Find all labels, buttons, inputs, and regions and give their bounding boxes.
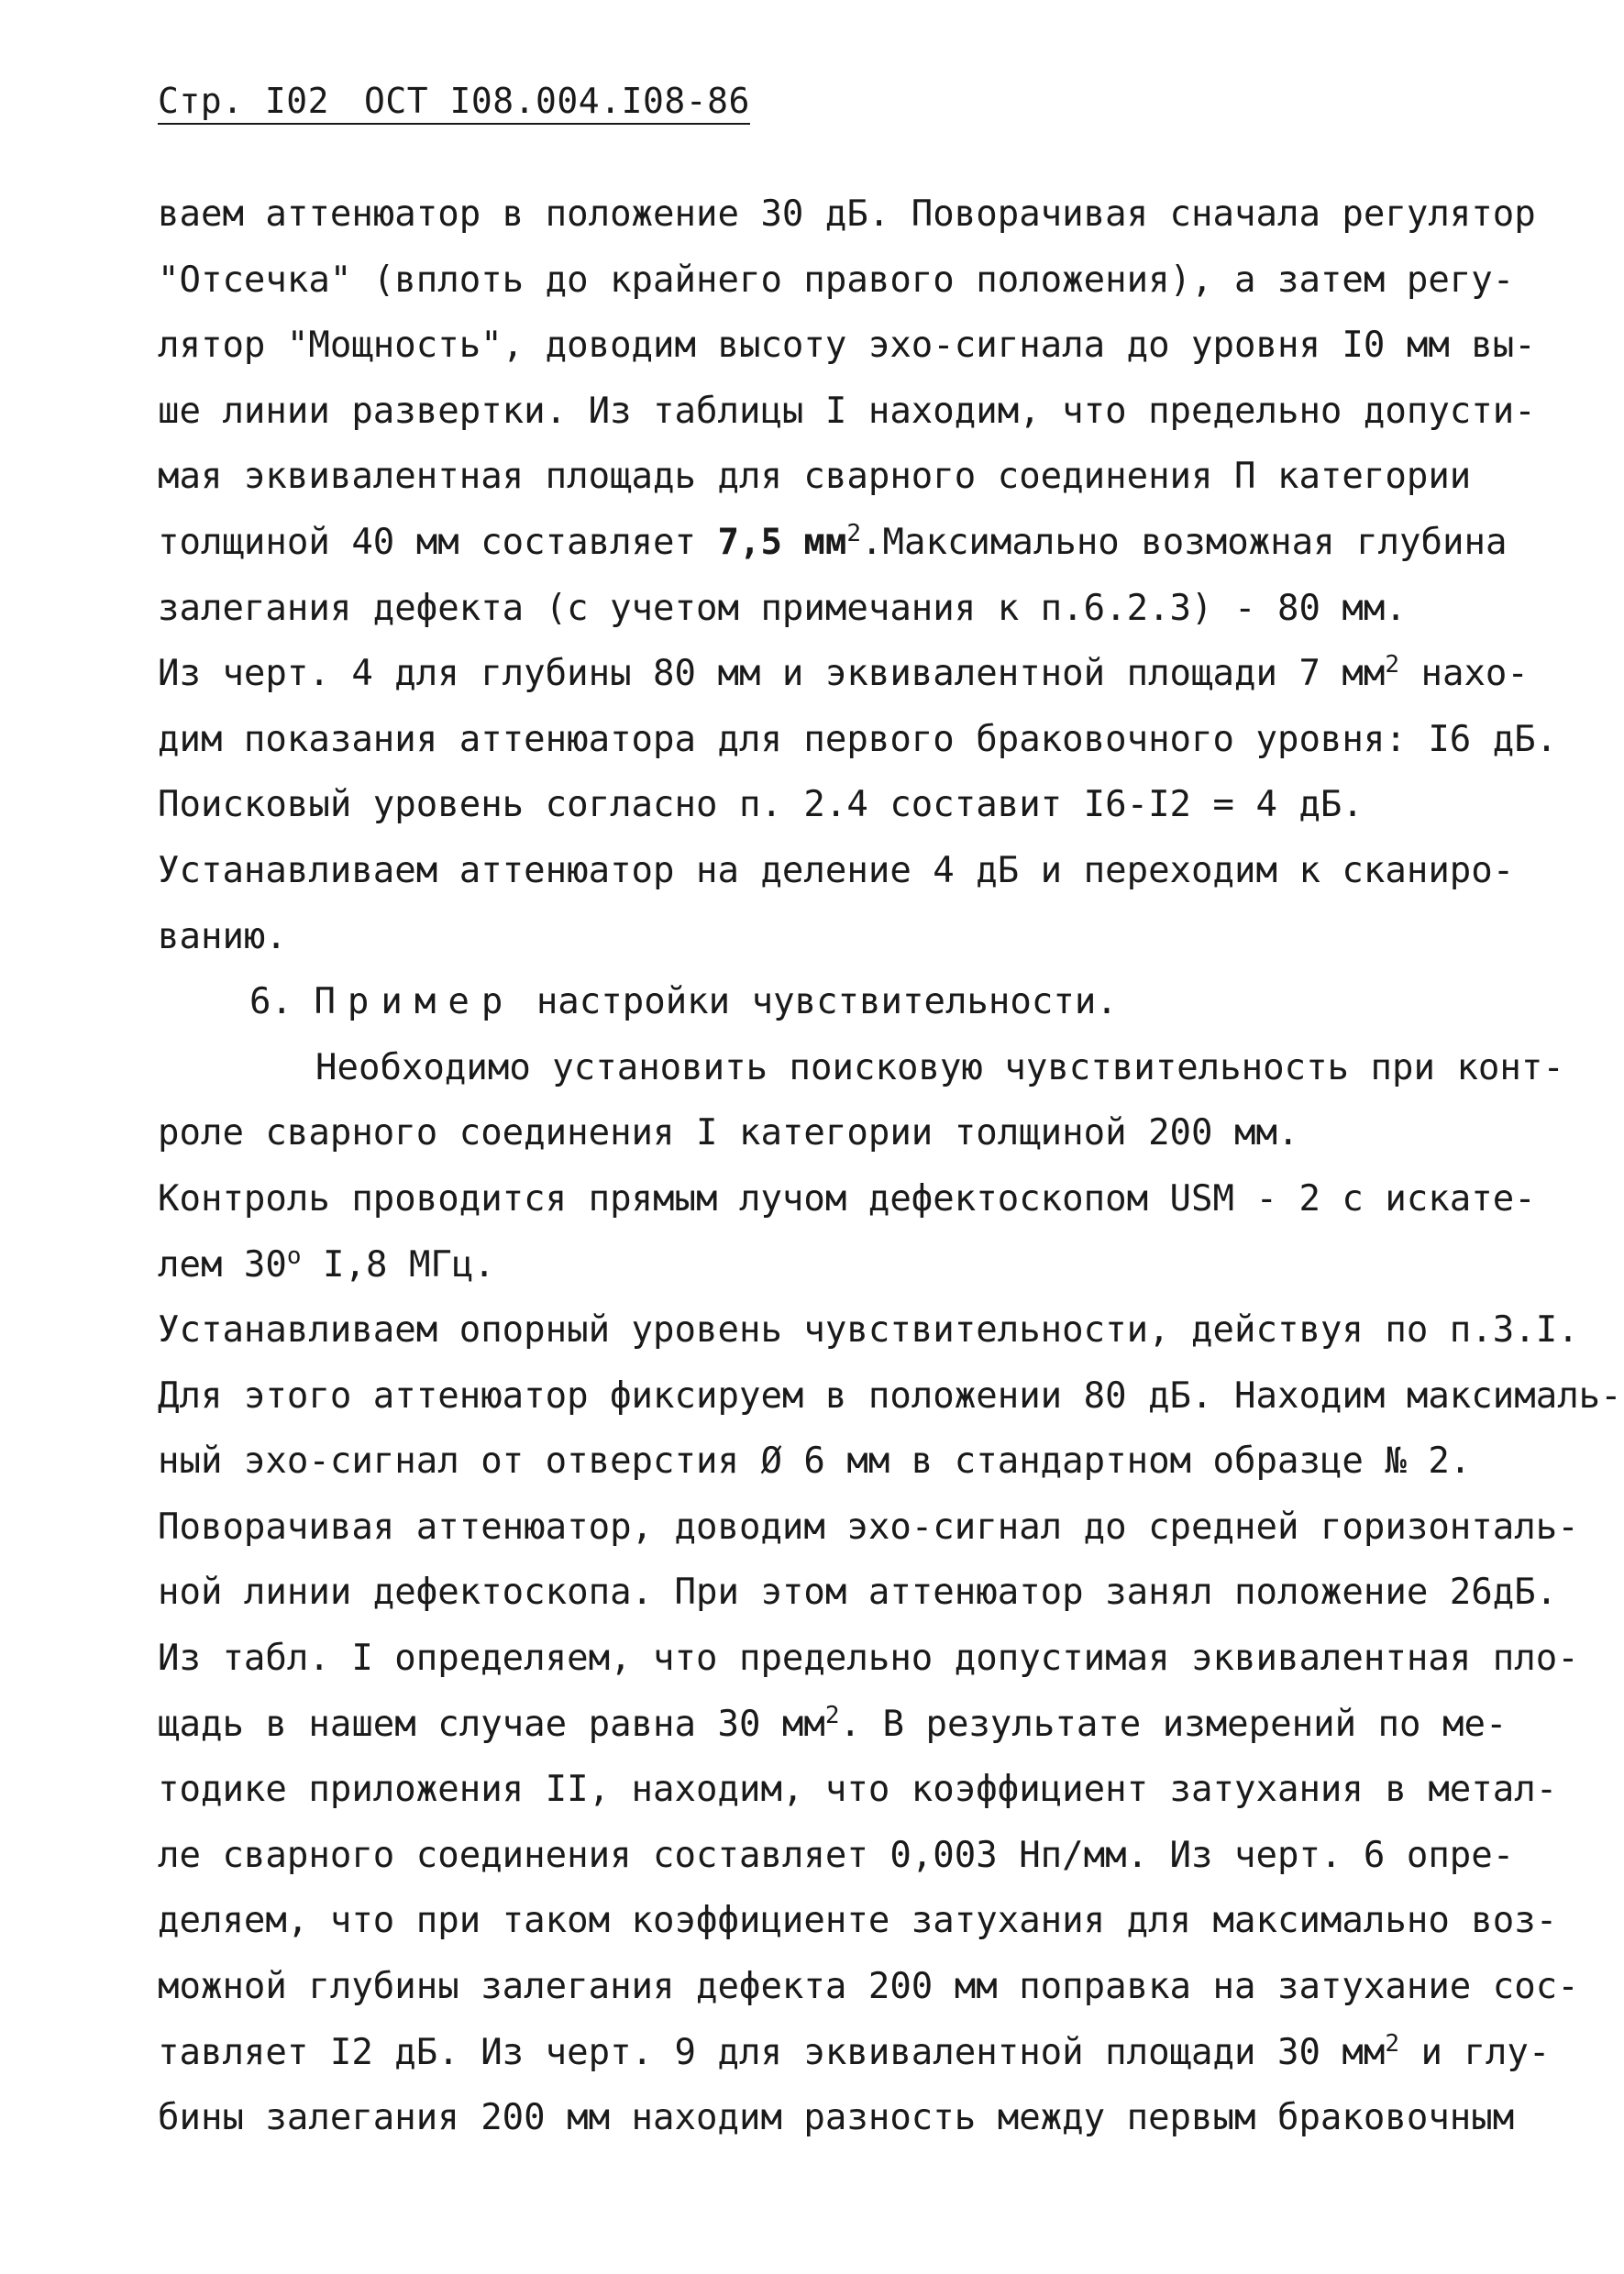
text-line: бины залегания 200 мм находим разность между первым браковочным — [158, 2097, 1515, 2139]
text-line: дим показания аттенюатора для первого браковочного уровня: I6 дБ. — [158, 718, 1558, 760]
text-segment: I,8 МГц. — [301, 1243, 495, 1286]
text-line — [158, 2020, 1551, 2086]
text-line: Поисковый уровень согласно п. 2.4 составит I6-I2 = 4 дБ. — [158, 784, 1364, 826]
page-header — [158, 81, 750, 125]
text-line: Поворачивая аттенюатор, доводим эхо-сигнал до средней горизонталь- — [158, 1506, 1579, 1548]
standard-number: ОСТ I08.004.I08-86 — [364, 81, 750, 121]
text-line: Контроль проводится прямым лучом дефектоскопом USM - 2 с искате- — [158, 1177, 1536, 1220]
text-segment: нахо- — [1399, 653, 1529, 695]
text-line — [158, 1692, 1506, 1758]
text-line: роле сварного соединения I категории толщиной 200 мм. — [158, 1112, 1299, 1154]
superscript: 2 — [1385, 651, 1400, 679]
text-segment: тавляет I2 дБ. Из черт. 9 для эквивалентной площади 30 мм — [158, 2031, 1386, 2073]
page-number: Стр. I02 — [158, 81, 330, 121]
text-line — [158, 1232, 1506, 1298]
text-segment: лем 30 — [158, 1243, 287, 1286]
superscript: 2 — [1385, 2029, 1400, 2058]
text-line: мая эквивалентная площадь для сварного соединения П категории — [158, 456, 1472, 498]
highlighted-value: 7,5 мм — [717, 521, 847, 563]
text-line: ваем аттенюатор в положение 30 дБ. Поворачивая сначала регулятор — [158, 193, 1536, 235]
text-line: ванию. — [158, 915, 287, 957]
text-line — [158, 510, 1506, 576]
section-number: 6. — [249, 981, 315, 1023]
text-segment: толщиной 40 мм составляет — [158, 521, 718, 563]
text-line: ной линии дефектоскопа. При этом аттенюатор занял положение 26дБ. — [158, 1572, 1558, 1614]
spaced-word: Пример — [314, 981, 515, 1023]
superscript: 2 — [824, 1701, 840, 1729]
text-line — [158, 641, 1529, 707]
text-line: залегания дефекта (с учетом примечания к п.6.2.3) - 80 мм. — [158, 587, 1407, 629]
text-line: можной глубины залегания дефекта 200 мм поправка на затухание сос- — [158, 1966, 1579, 2008]
text-line: Для этого аттенюатор фиксируем в положении 80 дБ. Находим максималь- — [158, 1374, 1622, 1417]
text-line: Устанавливаем опорный уровень чувствительности, действуя по п.3.I. — [158, 1309, 1579, 1352]
text-line: Необходимо установить поисковую чувствительность при конт- — [315, 1046, 1564, 1088]
text-segment: и глу- — [1399, 2031, 1551, 2073]
text-line: ше линии развертки. Из таблицы I находим, что предельно допусти- — [158, 390, 1536, 432]
text-line: тодике приложения II, находим, что коэффициент затухания в метал- — [158, 1769, 1558, 1811]
superscript: 2 — [846, 519, 862, 547]
body-text — [158, 182, 1622, 2151]
text-line: деляем, что при таком коэффициенте затухания для максимально воз- — [158, 1900, 1558, 1942]
text-segment: Из черт. 4 для глубины 80 мм и эквивалентной площади 7 мм — [158, 653, 1386, 695]
text-line: лятор "Мощность", доводим высоту эхо-сигнала до уровня I0 мм вы- — [158, 325, 1536, 367]
text-line: Из табл. I определяем, что предельно допустимая эквивалентная пло- — [158, 1638, 1579, 1680]
text-line: ный эхо-сигнал от отверстия Ø 6 мм в стандартном образце № 2. — [158, 1441, 1472, 1483]
text-segment: щадь в нашем случае равна 30 мм — [158, 1703, 825, 1745]
superscript: o — [286, 1242, 302, 1270]
text-line: "Отсечка" (вплоть до крайнего правого положения), а затем регу- — [158, 259, 1515, 301]
text-line: Устанавливаем аттенюатор на деление 4 дБ и переходим к сканиро- — [158, 849, 1515, 891]
section-heading — [158, 969, 1506, 1035]
text-line: ле сварного соединения составляет 0,003 Нп/мм. Из черт. 6 опре- — [158, 1834, 1515, 1876]
text-segment: настройки чувствительности. — [514, 981, 1118, 1023]
text-segment: . В результате измерений по ме- — [839, 1703, 1508, 1745]
text-segment: .Максимально возможная глубина — [861, 521, 1508, 563]
